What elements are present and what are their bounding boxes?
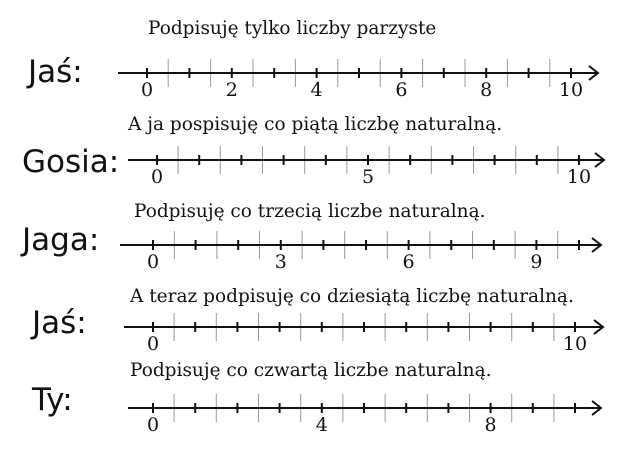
tick-label: 10 <box>566 166 592 188</box>
tick-label: 4 <box>315 414 328 436</box>
tick-label: 6 <box>402 251 415 273</box>
tick-label: 0 <box>140 79 154 101</box>
tick-label: 10 <box>558 79 584 101</box>
speech-caption: Podpisuję co trzecią liczbe naturalną. <box>134 201 486 222</box>
speech-caption: A teraz podpisuję co dziesiątą liczbę naturalną. <box>130 286 574 307</box>
tick-label: 0 <box>146 333 160 355</box>
tick-label: 3 <box>274 251 287 273</box>
number-line-row-3 <box>20 201 601 273</box>
speaker-name: Jaga: <box>22 222 100 258</box>
tick-label: 4 <box>310 79 323 101</box>
tick-label: 8 <box>484 414 497 436</box>
tick-label: 5 <box>361 166 375 188</box>
tick-label: 10 <box>562 333 588 355</box>
number-line-row-4 <box>30 286 603 355</box>
speaker-name: Jaś: <box>32 305 87 341</box>
speech-caption: A ja pospisuję co piątą liczbę naturalną. <box>128 114 503 135</box>
tick-label: 0 <box>150 166 164 188</box>
speech-caption: Podpisuję co czwartą liczbe naturalną. <box>130 360 492 381</box>
tick-label: 0 <box>146 414 160 436</box>
tick-label: 8 <box>480 79 493 101</box>
number-line-row-2 <box>22 114 604 188</box>
speech-caption: Podpisuję tylko liczby parzyste <box>148 18 437 39</box>
speaker-name: Jaś: <box>28 54 83 90</box>
speaker-name: Gosia: <box>22 144 120 180</box>
tick-label: 9 <box>530 251 543 273</box>
speaker-name: Ty: <box>32 382 73 418</box>
tick-label: 0 <box>146 251 160 273</box>
tick-label: 2 <box>225 79 238 101</box>
number-line-row-1 <box>26 18 598 101</box>
tick-label: 6 <box>395 79 408 101</box>
number-line-row-5 <box>31 360 601 436</box>
